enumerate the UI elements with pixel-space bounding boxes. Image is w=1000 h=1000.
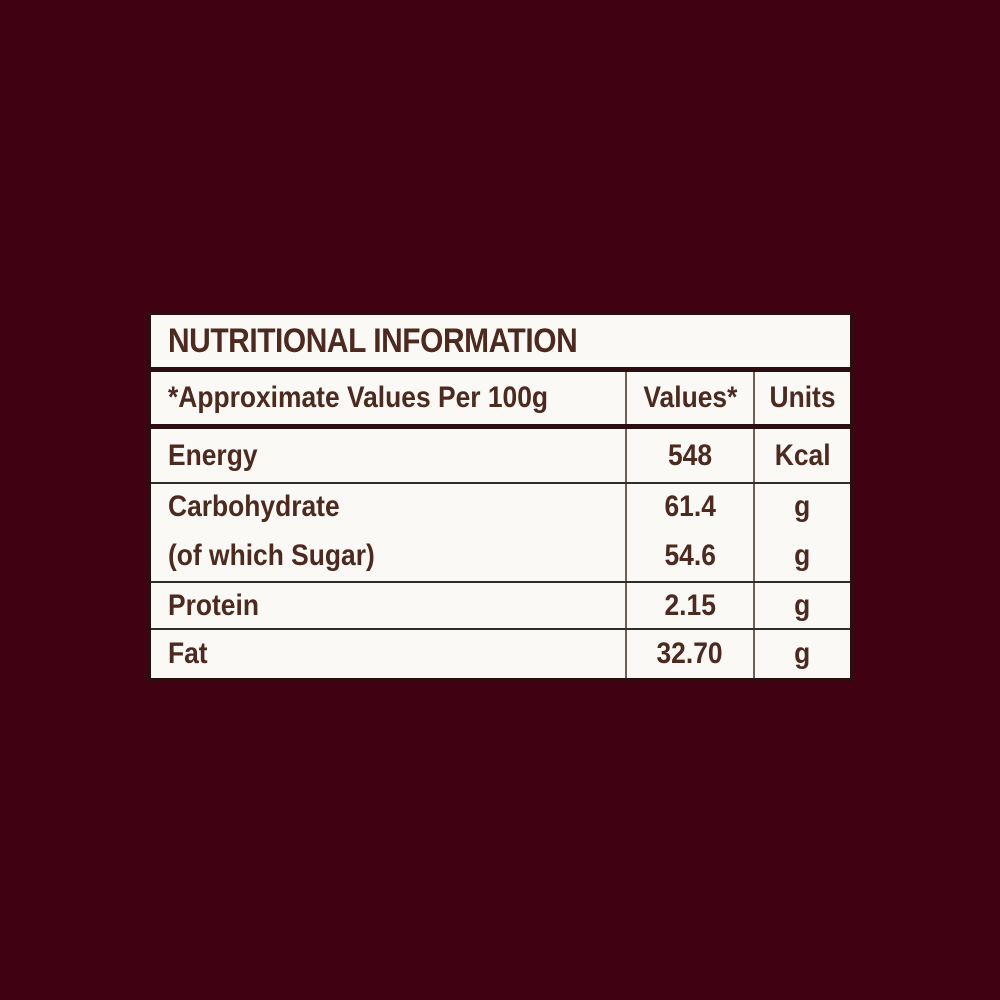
row-value: 548 xyxy=(667,438,713,472)
table-row-energy xyxy=(151,429,850,482)
row-value: 54.6 xyxy=(664,538,716,572)
row-unit-cell xyxy=(753,530,850,581)
row-value-cell xyxy=(625,429,753,482)
row-value-cell xyxy=(625,583,753,628)
table-header-row xyxy=(151,372,850,429)
row-unit: g xyxy=(794,538,811,572)
table-row-sugar xyxy=(151,530,850,581)
row-label: Carbohydrate xyxy=(168,490,340,523)
row-label-cell xyxy=(151,530,625,581)
table-title-row xyxy=(151,315,850,372)
table-title: NUTRITIONAL INFORMATION xyxy=(168,321,578,360)
row-label-cell xyxy=(151,484,625,530)
row-label-cell xyxy=(151,429,625,482)
row-value: 32.70 xyxy=(656,637,724,670)
row-label: Fat xyxy=(168,637,208,670)
row-unit-cell xyxy=(753,583,850,628)
row-unit-cell xyxy=(753,484,850,530)
row-value-cell xyxy=(625,484,753,530)
header-cell-description xyxy=(151,372,625,424)
header-label-units: Units xyxy=(769,381,836,414)
header-cell-units xyxy=(753,372,850,424)
row-value: 61.4 xyxy=(664,490,716,523)
row-unit-cell xyxy=(753,630,850,678)
row-unit: Kcal xyxy=(774,438,831,472)
table-row-protein xyxy=(151,581,850,628)
row-label: Protein xyxy=(168,588,259,622)
row-unit: g xyxy=(794,588,811,622)
row-value-cell xyxy=(625,630,753,678)
row-label: Energy xyxy=(168,438,258,472)
table-row-fat xyxy=(151,628,850,678)
header-cell-values xyxy=(625,372,753,424)
row-unit: g xyxy=(794,490,811,523)
row-unit-cell xyxy=(753,429,850,482)
table-row-carbohydrate xyxy=(151,482,850,530)
header-label-approximate-values: *Approximate Values Per 100g xyxy=(168,381,549,414)
row-value-cell xyxy=(625,530,753,581)
row-value: 2.15 xyxy=(664,588,716,622)
header-label-values: Values* xyxy=(643,381,737,414)
nutrition-table xyxy=(148,311,853,681)
row-unit: g xyxy=(794,637,811,670)
row-label-cell xyxy=(151,630,625,678)
row-label-cell xyxy=(151,583,625,628)
row-label: (of which Sugar) xyxy=(168,538,375,572)
